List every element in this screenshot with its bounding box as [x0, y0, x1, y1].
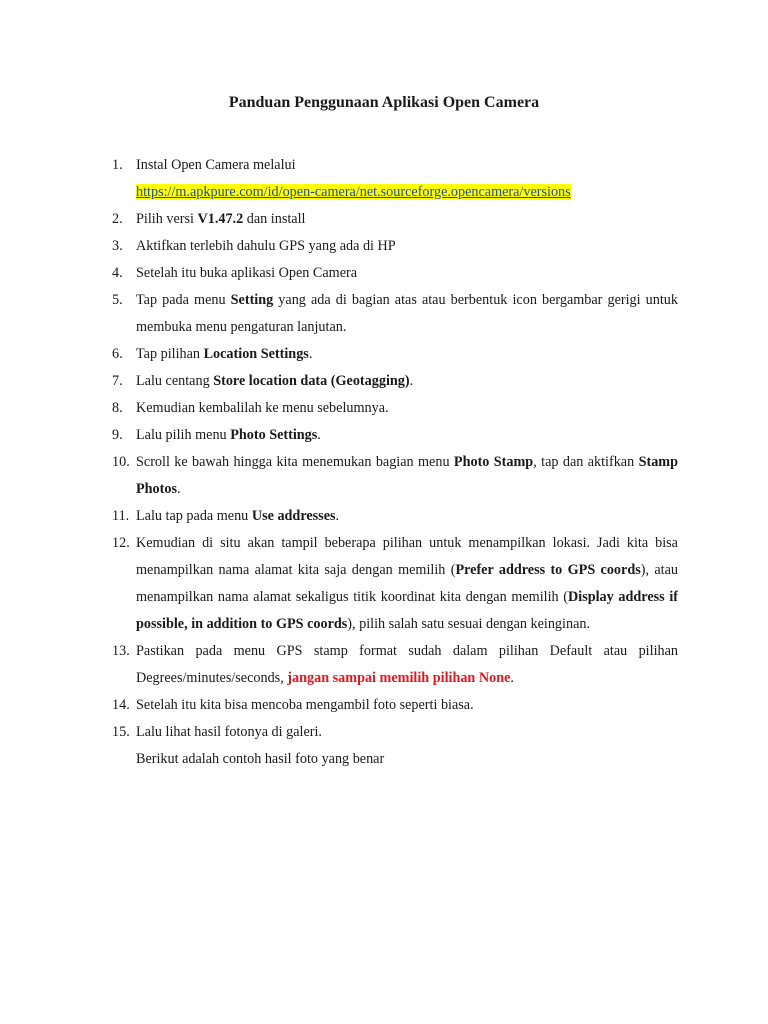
item-text: Lalu lihat hasil fotonya di galeri.: [136, 724, 322, 740]
item-bold-text: Display address if possible, in addition to GPS coords: [136, 589, 678, 632]
item-number: 6.: [112, 346, 123, 362]
item-number: 14.: [112, 697, 130, 713]
list-item: [112, 638, 678, 692]
list-item: [112, 422, 678, 449]
item-text: Kemudian kembalilah ke menu sebelumnya.: [136, 400, 389, 416]
item-bold-text: Store location data (Geotagging): [213, 373, 410, 389]
list-item: [112, 206, 678, 233]
item-text: .: [335, 508, 340, 524]
item-text: Setelah itu buka aplikasi Open Camera: [136, 265, 358, 281]
item-bold-text: Photo Settings: [230, 427, 318, 443]
item-number: 8.: [112, 400, 123, 416]
item-text: Setelah itu kita bisa mencoba mengambil foto seperti biasa.: [136, 697, 474, 713]
item-number: 5.: [112, 292, 123, 308]
item-bold-text: Photo Stamp: [453, 454, 534, 470]
item-text: Kemudian di situ akan tampil beberapa pilihan untuk menampilkan lokasi. Jadi kita bisa menampilkan nama alamat kita saja dengan memilih (: [136, 535, 678, 578]
item-number: 1.: [112, 157, 123, 173]
item-number: 7.: [112, 373, 123, 389]
item-bold-text: Location Settings: [203, 346, 309, 362]
instruction-list: [112, 152, 678, 773]
item-text: Pilih versi: [136, 211, 198, 227]
item-bold-text: Use addresses: [251, 508, 336, 524]
list-item: [112, 233, 678, 260]
item-text: yang ada di bagian atas atau berbentuk icon bergambar gerigi untuk membuka menu pengaturan lanjutan.: [136, 292, 678, 335]
item-text: Lalu centang: [136, 373, 214, 389]
item-text: .: [317, 427, 321, 443]
list-item: [112, 449, 678, 503]
item-number: 3.: [112, 238, 123, 254]
item-text: .: [177, 481, 181, 497]
list-item: [112, 341, 678, 368]
item-text: Instal Open Camera melalui: [136, 157, 296, 173]
item-bold-text: V1.47.2: [197, 211, 244, 227]
list-item: [112, 503, 678, 530]
item-bold-text: Stamp Photos: [136, 454, 678, 497]
item-number: 2.: [112, 211, 123, 227]
list-item: [112, 287, 678, 341]
list-item: [112, 719, 678, 773]
item-text: .: [409, 373, 414, 389]
item-text: Aktifkan terlebih dahulu GPS yang ada di HP: [136, 238, 396, 254]
item-text: ), atau menampilkan nama alamat sekaligus titik koordinat kita dengan memilih (: [136, 562, 678, 605]
item-text: , tap dan aktifkan: [533, 454, 639, 470]
item-bold-text: Setting: [230, 292, 274, 308]
list-item: [112, 692, 678, 719]
item-text: Scroll ke bawah hingga kita menemukan bagian menu: [136, 454, 454, 470]
item-number: 15.: [112, 724, 130, 740]
item-text: ), pilih salah satu sesuai dengan keinginan.: [347, 616, 591, 632]
item-text: Berikut adalah contoh hasil foto yang benar: [136, 751, 385, 767]
item-bold-text: Prefer address to GPS coords: [455, 562, 641, 578]
item-text: dan install: [243, 211, 306, 227]
list-item: [112, 395, 678, 422]
item-number: 4.: [112, 265, 123, 281]
item-number: 10.: [112, 454, 130, 470]
item-number: 9.: [112, 427, 123, 443]
item-text: Tap pilihan: [136, 346, 204, 362]
apkpure-link[interactable]: https://m.apkpure.com/id/open-camera/net.sourceforge.opencamera/versions: [136, 184, 571, 200]
item-text: Lalu pilih menu: [136, 427, 231, 443]
item-number: 12.: [112, 535, 130, 551]
list-item: [112, 260, 678, 287]
item-text: .: [308, 346, 313, 362]
warning-text: jangan sampai memilih pilihan None: [287, 670, 511, 686]
item-text: Pastikan pada menu GPS stamp format sudah dalam pilihan Default atau pilihan Degrees/minutes/seconds,: [136, 643, 678, 686]
list-item: [112, 368, 678, 395]
item-number: 13.: [112, 643, 130, 659]
item-text: Lalu tap pada menu: [136, 508, 252, 524]
item-text: Tap pada menu: [136, 292, 231, 308]
item-text: .: [510, 670, 514, 686]
list-item: [112, 152, 678, 206]
item-number: 11.: [112, 508, 130, 524]
page-title: Panduan Penggunaan Aplikasi Open Camera: [228, 94, 540, 111]
list-item: [112, 530, 678, 638]
